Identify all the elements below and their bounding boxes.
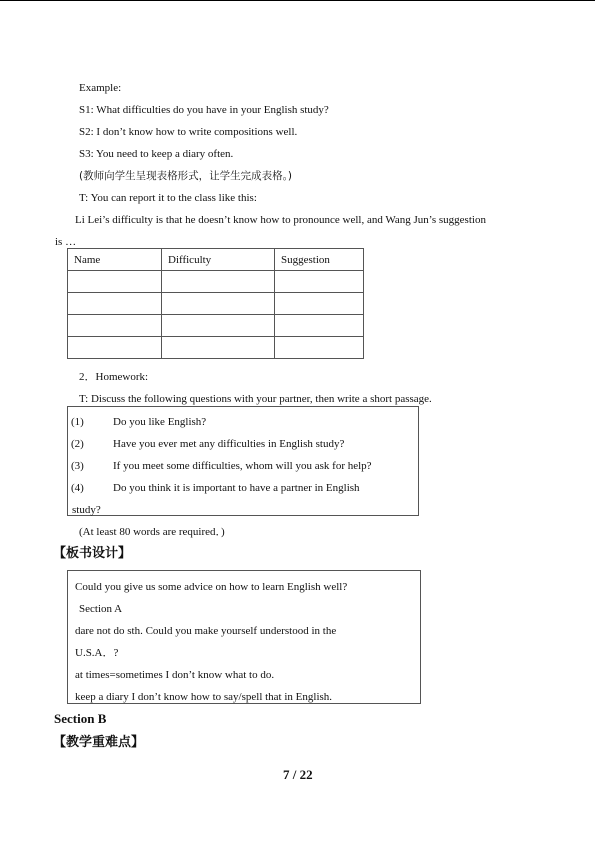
report-example-line-1: Li Lei’s difficulty is that he doesn’t know how to pronounce well, and Wang Jun’s suggestion xyxy=(75,214,486,226)
question-3-number: (3) xyxy=(71,460,84,472)
table-cell xyxy=(275,293,364,315)
table-cell xyxy=(162,315,275,337)
table-header-difficulty: Difficulty xyxy=(162,249,275,271)
board-line-6: keep a diary I don’t know how to say/spell that in English. xyxy=(75,691,333,703)
table-cell xyxy=(162,271,275,293)
table-header-name: Name xyxy=(68,249,162,271)
table-row xyxy=(68,271,364,293)
question-1-number: (1) xyxy=(71,416,84,428)
table-header-suggestion: Suggestion xyxy=(275,249,364,271)
question-4 xyxy=(71,481,360,495)
dialogue-s3: S3: You need to keep a diary often. xyxy=(79,148,234,160)
homework-questions-box xyxy=(67,406,419,516)
question-3-text: If you meet some difficulties, whom will you ask for help? xyxy=(113,460,372,472)
board-design-box xyxy=(67,570,421,704)
table-cell xyxy=(68,271,162,293)
table-row xyxy=(68,337,364,359)
report-example-line-2: is … xyxy=(55,236,77,248)
board-line-2: Section A xyxy=(79,603,123,615)
question-3 xyxy=(71,459,372,473)
teacher-report-intro: T: You can report it to the class like this: xyxy=(79,192,257,204)
question-4-number: (4) xyxy=(71,482,84,494)
board-design-heading: 【板书设计】 xyxy=(53,546,132,561)
section-b-heading: Section B xyxy=(54,711,107,726)
board-line-1: Could you give us some advice on how to learn English well? xyxy=(75,581,348,593)
table-cell xyxy=(275,315,364,337)
table-cell xyxy=(275,271,364,293)
homework-instruction: T: Discuss the following questions with your partner, then write a short passage. xyxy=(79,393,432,405)
question-2-number: (2) xyxy=(71,438,84,450)
table-cell xyxy=(68,337,162,359)
dialogue-s2: S2: I don’t know how to write compositions well. xyxy=(79,126,298,138)
question-4-continued: study? xyxy=(72,504,101,516)
table-cell xyxy=(275,337,364,359)
question-4-text: Do you think it is important to have a partner in English xyxy=(113,482,360,494)
table-cell xyxy=(68,293,162,315)
board-line-4: U.S.A．? xyxy=(75,647,119,659)
question-1-text: Do you like English? xyxy=(113,416,207,428)
table-cell xyxy=(162,337,275,359)
board-line-3: dare not do sth. Could you make yourself understood in the xyxy=(75,625,337,637)
page-top-rule xyxy=(0,0,595,1)
question-2-text: Have you ever met any difficulties in English study? xyxy=(113,438,345,450)
question-2 xyxy=(71,437,344,451)
page-number: 7 / 22 xyxy=(283,767,313,782)
table-row xyxy=(68,293,364,315)
difficulty-table xyxy=(67,248,364,359)
table-header-row xyxy=(68,249,364,271)
board-line-5: at times=sometimes I don’t know what to do. xyxy=(75,669,275,681)
example-label: Example: xyxy=(79,82,122,94)
key-points-heading: 【教学重难点】 xyxy=(53,735,145,750)
table-cell xyxy=(162,293,275,315)
table-row xyxy=(68,315,364,337)
dialogue-s1: S1: What difficulties do you have in your English study? xyxy=(79,104,329,116)
word-requirement: (At least 80 words are required．) xyxy=(79,526,225,538)
question-1 xyxy=(71,415,206,429)
teacher-note: (教师向学生呈现表格形式，让学生完成表格。) xyxy=(79,170,292,182)
homework-label: 2．Homework: xyxy=(79,371,149,383)
table-cell xyxy=(68,315,162,337)
